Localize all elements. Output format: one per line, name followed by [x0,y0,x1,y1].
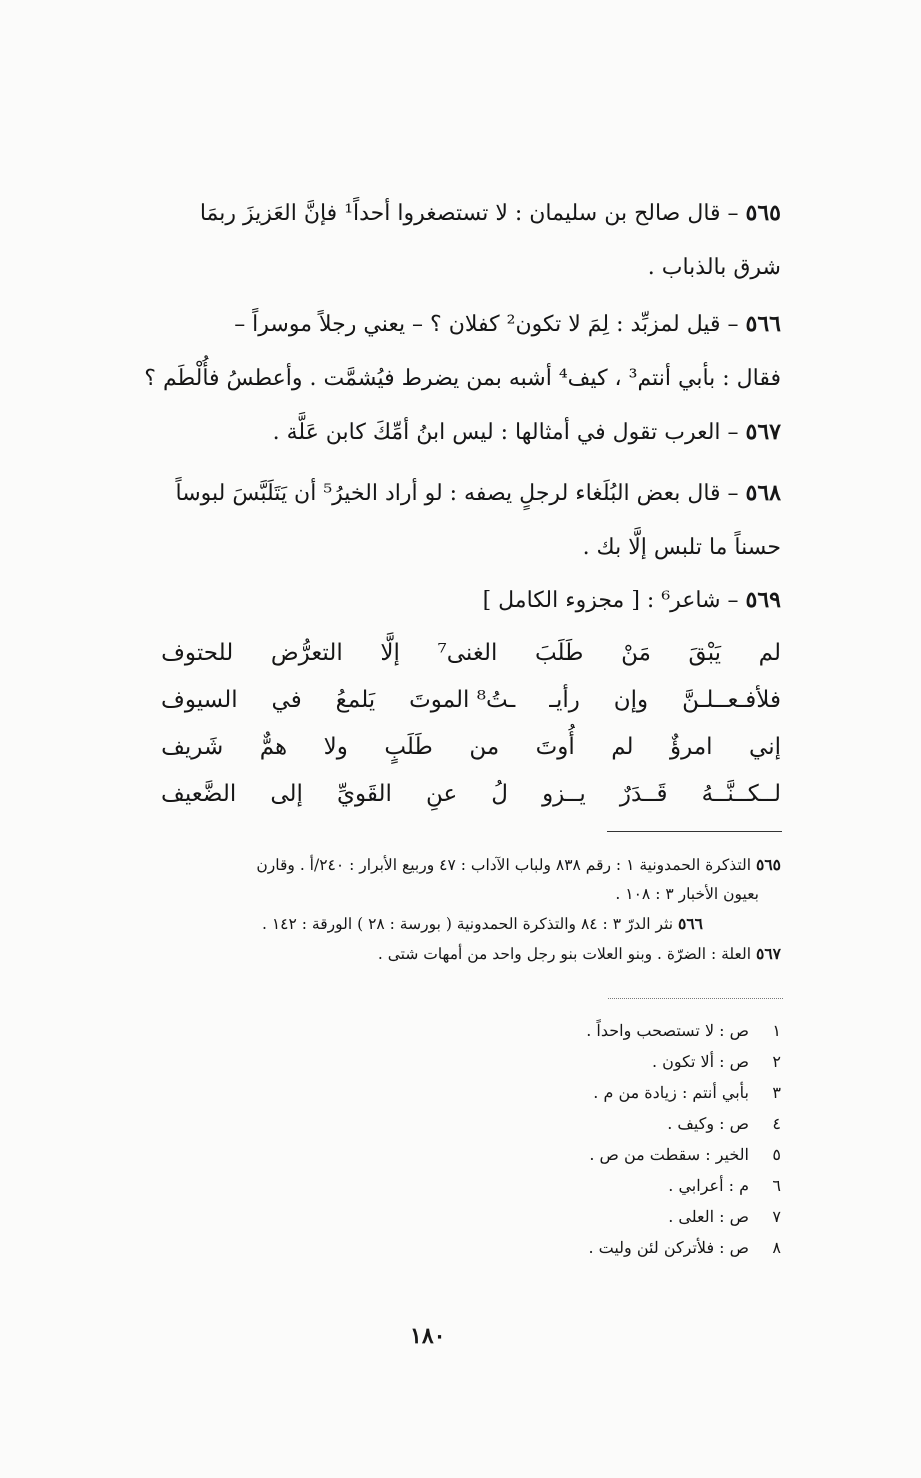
variant-note [586,1108,781,1139]
source-footnotes [121,850,781,969]
verse-word: همٌّ [259,734,288,760]
verse-word: الغنى⁷ [437,640,498,666]
paragraph-568 [131,466,781,575]
source-note [121,880,781,909]
variant-note [586,1046,781,1077]
source-note [121,939,781,969]
paragraph-565 [131,186,781,295]
note-text: ص : ألا تكون . [651,1052,749,1071]
note-number: ٨ [772,1238,781,1257]
verse-word: السيوف [161,687,238,713]
entry-number: ٥٦٦ [745,311,781,337]
entry-number: ٥٦٧ [756,944,781,963]
variant-note [586,1139,781,1170]
verse-word: لم [758,640,781,666]
note-text: م : أعرابي . [668,1176,749,1195]
verse-word: لم [611,734,634,760]
poem-verses [161,630,781,818]
paragraph-566 [131,297,781,406]
verse-word: طَلَبٍ [384,734,433,760]
verse-word: لُ [491,781,508,807]
note-text: ص : العلى . [668,1207,749,1226]
verse-word: عنِ [425,781,458,807]
verse-word: الضَّعيف [161,781,237,807]
variant-note [586,1201,781,1232]
note-number: ٧ [772,1207,781,1226]
footnote-divider [607,831,782,832]
note-number: ٢ [772,1052,781,1071]
verse-line [161,630,781,677]
verse-word: قَــدَرٌ [619,781,668,807]
verse-line [161,724,781,771]
entry-number: ٥٦٩ [745,587,781,613]
entry-number: ٥٦٦ [678,914,703,933]
note-text: الخير : سقطت من ص . [589,1145,749,1164]
poem-meter-label: – شاعر⁶ : [ مجزوء الكامل ] [482,588,739,613]
note-number: ٥ [772,1145,781,1164]
entry-text: – قيل لمزبِّد : لِمَ لا تكون² كفلان ؟ – يعني رجلاً موسراً – [234,312,739,337]
note-number: ٤ [772,1114,781,1133]
entry-text: – قال بعض البُلَغاء لرجلٍ يصفه : لو أراد الخيرُ⁵ أن يَتَلَبَّسَ لبوساً [175,481,739,506]
note-text: بأبي أنتم : زيادة من م . [593,1083,749,1102]
verse-word: لــكــنَّــهُ [701,781,781,807]
source-note [121,850,781,880]
poem-heading [483,580,781,621]
entry-number: ٥٦٧ [745,419,781,445]
verse-word: شَريف [161,734,224,760]
variant-notes [586,1015,781,1263]
note-number: ٦ [772,1176,781,1195]
verse-word: القَويِّ [336,781,392,807]
verse-word: في [271,687,302,713]
verse-word: من [469,734,500,760]
variant-note [586,1170,781,1201]
verse-word: يَبْقَ [688,640,722,666]
verse-word: إني [749,734,781,760]
entry-number: ٥٦٥ [745,200,781,226]
verse-word: مَنْ [621,640,651,666]
verse-word: امرؤٌ [670,734,713,760]
notes-divider [608,998,783,999]
source-text: بعيون الأخبار ٣ : ١٠٨ . [615,885,759,903]
source-text: التذكرة الحمدونية ١ : رقم ٨٣٨ ولباب الآداب : ٤٧ وربيع الأبرار : ٢٤٠/أ . وقارن [256,856,752,874]
entry-text: – العرب تقول في أمثالها : ليس ابنُ أمِّكَ كابن عَلَّة . [272,420,739,445]
entry-text-continued: شرق بالذباب . [647,255,781,280]
verse-word: فلأفـعــلـنَّ [682,687,781,713]
verse-word: للحتوف [161,640,234,666]
entry-text: – قال صالح بن سليمان : لا تستصغروا أحداً¹ فإنَّ العَزيزَ ربمَا [199,201,739,226]
source-text: العلة : الضرّة . وبنو العلات بنو رجل واحد من أمهات شتى . [377,945,752,963]
page-number: ١٨٠ [410,1323,446,1349]
verse-word: وإن [613,687,649,713]
paragraph-567 [131,405,781,460]
note-number: ٣ [772,1083,781,1102]
note-text: ص : وكيف . [667,1114,749,1133]
entry-number: ٥٦٨ [745,480,781,506]
verse-word: طَلَبَ [534,640,584,666]
note-text: ص : لا تستصحب واحداً . [586,1021,749,1040]
verse-line [161,677,781,724]
source-text: نثر الدرّ ٣ : ٨٤ والتذكرة الحمدونية ( بورسة : ٢٨ ) الورقة : ١٤٢ . [262,915,674,933]
variant-note [586,1232,781,1263]
verse-word: يــزو [542,781,586,807]
variant-note [586,1077,781,1108]
entry-text-continued: حسناً ما تلبس إلَّا بك . [582,535,781,560]
entry-number: ٥٦٥ [756,855,781,874]
verse-word: إلى [270,781,303,807]
entry-text-continued: فقال : بأبي أنتم³ ، كيف⁴ أشبه بمن يضرط فيُشمَّت . وأعطسُ فأُلْطَم ؟ [144,366,781,391]
variant-note [586,1015,781,1046]
note-text: ص : فلأتركن لئن وليت . [588,1238,749,1257]
verse-word: أُوتَ [535,734,575,760]
verse-word: ولا [323,734,348,760]
verse-word: رأيـ [549,687,580,713]
verse-line [161,771,781,818]
verse-word: إلَّا [380,640,400,666]
note-number: ١ [772,1021,781,1040]
verse-word: التعرُّض [270,640,343,666]
source-note [121,909,781,939]
verse-word: يَلمعُ [335,687,376,713]
verse-word: ـتُ⁸ الموتَ [409,687,516,713]
